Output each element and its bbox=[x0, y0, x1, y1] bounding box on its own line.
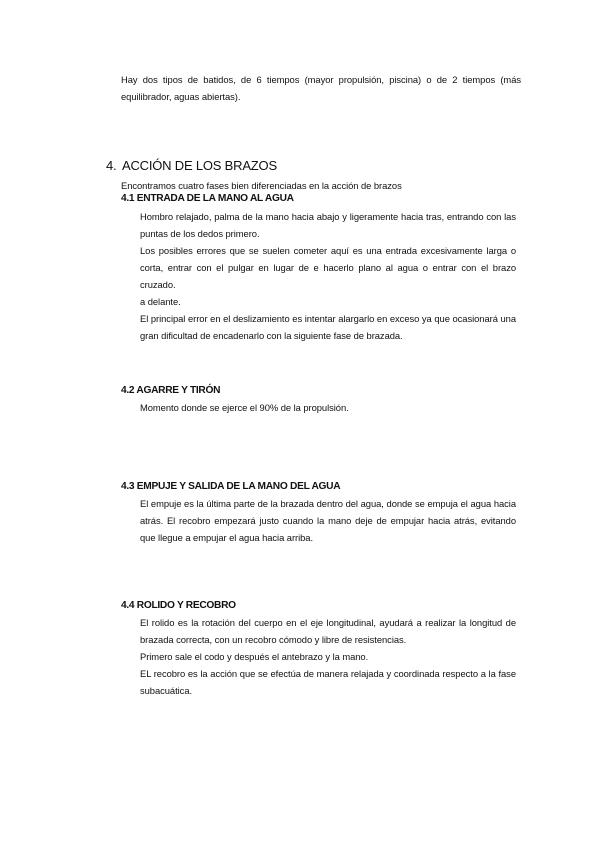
paragraph: EL recobro es la acción que se efectúa de manera relajada y coordinada respecto a la fase subacuática. bbox=[140, 668, 516, 696]
paragraph: Hombro relajado, palma de la mano hacia abajo y ligeramente hacia tras, entrando con las puntas de los dedos primero. bbox=[140, 211, 516, 239]
paragraph: El empuje es la última parte de la brazada dentro del agua, donde se empuja el agua hacia atrás. El recobro empezará justo cuando la mano deje de empujar hacia atrás, evitando que llegue a empujar el agua hacia arriba. bbox=[140, 498, 516, 543]
section-intro: Encontramos cuatro fases bien diferenciadas en la acción de brazos bbox=[121, 180, 402, 191]
section-title-text: ACCIÓN DE LOS BRAZOS bbox=[122, 158, 277, 173]
subsection-body-4-4 bbox=[140, 614, 516, 699]
intro-paragraph: Hay dos tipos de batidos, de 6 tiempos (mayor propulsión, piscina) o de 2 tiempos (más equilibrador, aguas abiertas). bbox=[121, 74, 521, 102]
subsection-heading-4-1: 4.1 ENTRADA DE LA MANO AL AGUA bbox=[121, 193, 294, 204]
paragraph: Los posibles errores que se suelen cometer aquí es una entrada excesivamente larga o corta, entrar con el pulgar en lugar de e hacerlo plano al agua o entrar con el brazo cruzado. bbox=[140, 245, 516, 290]
subsection-heading-4-2: 4.2 AGARRE Y TIRÓN bbox=[121, 385, 221, 396]
subsection-body-4-2 bbox=[140, 399, 516, 416]
subsection-body-4-1 bbox=[140, 208, 516, 344]
paragraph: Momento donde se ejerce el 90% de la propulsión. bbox=[140, 402, 349, 413]
paragraph: El principal error en el deslizamiento es intentar alargarlo en exceso ya que ocasionará una gran dificultad de encadenarlo con la siguiente fase de brazada. bbox=[140, 313, 516, 341]
subsection-body-4-3 bbox=[140, 495, 516, 546]
paragraph: a delante. bbox=[140, 296, 181, 307]
section-title bbox=[106, 158, 277, 173]
paragraph: El rolido es la rotación del cuerpo en el eje longitudinal, ayudará a realizar la longitud de brazada correcta, con un recobro cómodo y libre de resistencias. bbox=[140, 617, 516, 645]
paragraph: Primero sale el codo y después el antebrazo y la mano. bbox=[140, 651, 369, 662]
section-number: 4. bbox=[106, 158, 117, 173]
subsection-heading-4-4: 4.4 ROLIDO Y RECOBRO bbox=[121, 600, 236, 611]
subsection-heading-4-3: 4.3 EMPUJE Y SALIDA DE LA MANO DEL AGUA bbox=[121, 481, 341, 492]
